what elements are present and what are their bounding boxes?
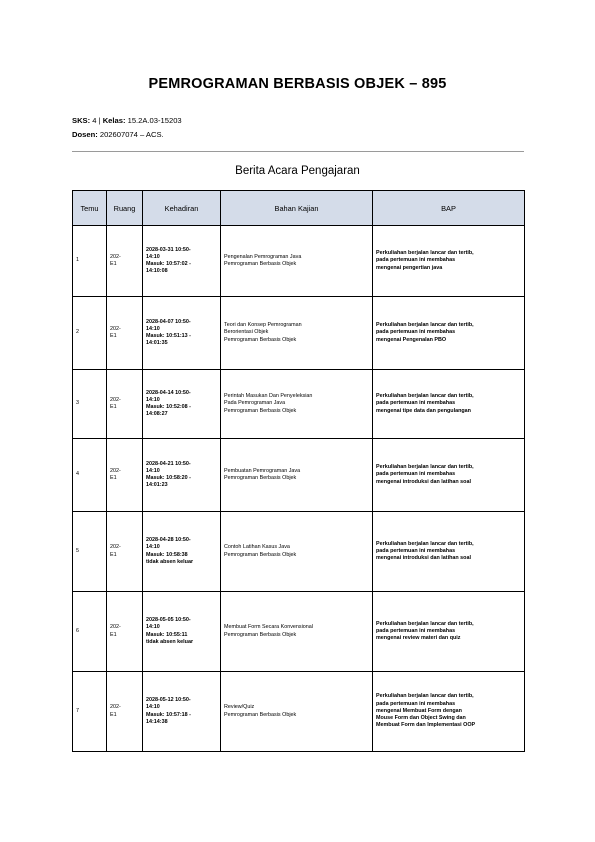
table-row bbox=[73, 672, 525, 752]
bahan-line: Pemrograman Berbasis Objek bbox=[224, 261, 297, 267]
kehadiran-line: tidak absen keluar bbox=[146, 558, 194, 565]
cell-temu: 6 bbox=[73, 592, 107, 672]
bap-line: pada pertemuan ini membahas bbox=[376, 700, 456, 707]
cell-ruang bbox=[107, 297, 143, 370]
bap-line: pada pertemuan ini membahas bbox=[376, 400, 456, 407]
header-kehadiran: Kehadiran bbox=[143, 191, 221, 226]
cell-bap bbox=[373, 226, 525, 297]
bap-line: pada pertemuan ini membahas bbox=[376, 257, 456, 264]
bahan-line: Review/Quiz bbox=[224, 704, 255, 711]
ruang-line: E1 bbox=[110, 404, 117, 410]
table-row bbox=[73, 370, 525, 439]
bap-line: pada pertemuan ini membahas bbox=[376, 547, 456, 554]
dosen-label: Dosen: bbox=[72, 130, 98, 139]
table-row bbox=[73, 439, 525, 512]
bahan-line: Berorientasi Objek bbox=[224, 329, 269, 336]
ruang-line: E1 bbox=[110, 475, 117, 481]
bap-line: Membuat Form dan Implementasi OOP bbox=[376, 722, 476, 729]
bap-line: Perkuliahan berjalan lancar dan tertib, bbox=[376, 620, 474, 627]
kehadiran-line: 14:10 bbox=[146, 396, 160, 403]
kehadiran-line: 2028-04-21 10:50- bbox=[146, 460, 191, 467]
kehadiran-line: 2028-04-28 10:50- bbox=[146, 537, 191, 544]
kehadiran-line: tidak absen keluar bbox=[146, 638, 194, 645]
cell-kehadiran bbox=[143, 370, 221, 439]
kehadiran-line: 14:10 bbox=[146, 325, 160, 332]
bap-line: Perkuliahan berjalan lancar dan tertib, bbox=[376, 693, 474, 700]
ruang-line: E1 bbox=[110, 631, 117, 638]
ruang-line: 202- bbox=[110, 624, 121, 631]
cell-bap bbox=[373, 370, 525, 439]
cell-temu: 1 bbox=[73, 226, 107, 297]
kehadiran-line: 14:10 bbox=[146, 467, 160, 474]
kehadiran-line: 14:08:27 bbox=[146, 411, 168, 418]
bap-line: Mouse Form dan Object Swing dan bbox=[376, 715, 466, 722]
bap-line: pada pertemuan ini membahas bbox=[376, 329, 456, 336]
bap-line: pada pertemuan ini membahas bbox=[376, 627, 456, 634]
cell-temu: 3 bbox=[73, 370, 107, 439]
cell-bahan-kajian bbox=[221, 512, 373, 592]
kehadiran-line: 2028-04-14 10:50- bbox=[146, 389, 191, 396]
bap-line: mengenai introduksi dan latihan soal bbox=[376, 555, 471, 562]
cell-bap bbox=[373, 592, 525, 672]
bap-line: mengenai tipe data dan pengulangan bbox=[376, 407, 471, 414]
kehadiran-line: Masuk: 10:58:20 - bbox=[146, 475, 191, 481]
cell-ruang bbox=[107, 370, 143, 439]
bap-line: Perkuliahan berjalan lancar dan tertib, bbox=[376, 393, 474, 400]
kehadiran-line: 2028-05-12 10:50- bbox=[146, 697, 191, 704]
bahan-line: Perintah Masukan Dan Penyeleksian bbox=[224, 393, 313, 400]
cell-temu: 4 bbox=[73, 439, 107, 512]
cell-kehadiran bbox=[143, 512, 221, 592]
kehadiran-line: Masuk: 10:52:08 - bbox=[146, 404, 191, 410]
cell-bap bbox=[373, 672, 525, 752]
cell-kehadiran bbox=[143, 226, 221, 297]
sks-value: 4 | bbox=[90, 116, 103, 125]
ruang-line: 202- bbox=[110, 704, 121, 711]
bap-line: mengenai review materi dan quiz bbox=[376, 635, 461, 642]
lecturer-meta-line bbox=[72, 130, 164, 140]
bap-line: mengenai Membuat Form dengan bbox=[376, 707, 462, 714]
bahan-line: Pembuatan Pemrograman Java bbox=[224, 467, 301, 474]
cell-bahan-kajian bbox=[221, 226, 373, 297]
bap-line: pada pertemuan ini membahas bbox=[376, 471, 456, 478]
table-row bbox=[73, 226, 525, 297]
bap-line: Perkuliahan berjalan lancar dan tertib, bbox=[376, 322, 474, 329]
cell-bap bbox=[373, 512, 525, 592]
table-row bbox=[73, 297, 525, 370]
bap-line: Perkuliahan berjalan lancar dan tertib, bbox=[376, 464, 474, 471]
bahan-line: Pemrograman Berbasis Objek bbox=[224, 631, 297, 638]
ruang-line: 202- bbox=[110, 467, 121, 474]
kelas-value: 15.2A.03-15203 bbox=[125, 116, 182, 125]
document-title: PEMROGRAMAN BERBASIS OBJEK – 895 bbox=[148, 76, 447, 92]
bap-line: mengenai introduksi dan latihan soal bbox=[376, 478, 471, 485]
kehadiran-line: 14:10 bbox=[146, 624, 160, 631]
ruang-line: 202- bbox=[110, 396, 121, 403]
cell-bahan-kajian bbox=[221, 672, 373, 752]
cell-ruang bbox=[107, 672, 143, 752]
cell-kehadiran bbox=[143, 592, 221, 672]
cell-bap bbox=[373, 439, 525, 512]
kehadiran-line: 2028-05-05 10:50- bbox=[146, 617, 191, 624]
kehadiran-line: Masuk: 10:58:38 bbox=[146, 551, 188, 558]
kehadiran-line: 14:01:35 bbox=[146, 340, 168, 347]
kehadiran-line: Masuk: 10:55:11 bbox=[146, 631, 188, 638]
dosen-value: 202607074 – ACS. bbox=[97, 130, 164, 139]
bap-line: mengenai Pengenalan PBO bbox=[376, 336, 447, 343]
kehadiran-line: 14:10 bbox=[146, 704, 160, 711]
cell-kehadiran bbox=[143, 439, 221, 512]
header-bap: BAP bbox=[373, 191, 525, 226]
kehadiran-line: 14:14:38 bbox=[146, 718, 168, 725]
cell-bahan-kajian bbox=[221, 297, 373, 370]
teaching-report-table bbox=[72, 190, 525, 752]
header-temu: Temu bbox=[73, 191, 107, 226]
ruang-line: E1 bbox=[110, 711, 117, 718]
bap-line: Perkuliahan berjalan lancar dan tertib, bbox=[376, 250, 474, 257]
bap-line: Perkuliahan berjalan lancar dan tertib, bbox=[376, 540, 474, 547]
cell-bahan-kajian bbox=[221, 370, 373, 439]
cell-temu: 5 bbox=[73, 512, 107, 592]
cell-bahan-kajian bbox=[221, 439, 373, 512]
section-title: Berita Acara Pengajaran bbox=[235, 165, 360, 177]
cell-ruang bbox=[107, 226, 143, 297]
bahan-line: Pemrograman Berbasis Objek bbox=[224, 551, 297, 558]
kehadiran-line: Masuk: 10:57:02 - bbox=[146, 261, 191, 267]
header-ruang: Ruang bbox=[107, 191, 143, 226]
bahan-line: Pengenalan Pemrograman Java bbox=[224, 253, 302, 260]
kehadiran-line: 14:10:08 bbox=[146, 268, 168, 275]
bahan-line: Pemrograman Berbasis Objek bbox=[224, 336, 297, 343]
cell-temu: 7 bbox=[73, 672, 107, 752]
header-bahan-kajian: Bahan Kajian bbox=[221, 191, 373, 226]
cell-ruang bbox=[107, 439, 143, 512]
table-header-row bbox=[73, 191, 525, 226]
table-row bbox=[73, 592, 525, 672]
cell-ruang bbox=[107, 592, 143, 672]
kehadiran-line: 14:10 bbox=[146, 544, 160, 551]
kelas-label: Kelas: bbox=[102, 116, 126, 125]
course-meta-line bbox=[72, 116, 182, 126]
bap-line: mengenai pengertian java bbox=[376, 264, 443, 271]
cell-temu: 2 bbox=[73, 297, 107, 370]
ruang-line: 202- bbox=[110, 325, 121, 332]
kehadiran-line: Masuk: 10:51:13 - bbox=[146, 333, 191, 339]
bahan-line: Teori dan Konsep Pemrograman bbox=[224, 322, 302, 329]
kehadiran-line: 14:10 bbox=[146, 253, 160, 260]
bahan-line: Pada Pemrograman Java bbox=[224, 400, 286, 407]
ruang-line: E1 bbox=[110, 333, 117, 339]
kehadiran-line: Masuk: 10:57:18 - bbox=[146, 711, 191, 718]
cell-kehadiran bbox=[143, 672, 221, 752]
divider bbox=[72, 151, 524, 152]
ruang-line: E1 bbox=[110, 261, 117, 267]
kehadiran-line: 14:01:23 bbox=[146, 482, 168, 489]
cell-bahan-kajian bbox=[221, 592, 373, 672]
bahan-line: Pemrograman Berbasis Objek bbox=[224, 407, 297, 414]
table-body bbox=[73, 226, 525, 752]
ruang-line: E1 bbox=[110, 551, 117, 558]
kehadiran-line: 2028-03-31 10:50- bbox=[146, 246, 191, 253]
sks-label: SKS: bbox=[72, 116, 91, 125]
bahan-line: Pemrograman Berbasis Objek bbox=[224, 475, 297, 481]
cell-ruang bbox=[107, 512, 143, 592]
cell-bap bbox=[373, 297, 525, 370]
bahan-line: Contoh Latihan Kasus Java bbox=[224, 544, 290, 551]
table-row bbox=[73, 512, 525, 592]
bahan-line: Membuat Form Secara Konvensional bbox=[224, 624, 313, 631]
bahan-line: Pemrograman Berbasis Objek bbox=[224, 711, 297, 718]
kehadiran-line: 2028-04-07 10:50- bbox=[146, 318, 191, 325]
ruang-line: 202- bbox=[110, 544, 121, 551]
ruang-line: 202- bbox=[110, 253, 121, 260]
cell-kehadiran bbox=[143, 297, 221, 370]
